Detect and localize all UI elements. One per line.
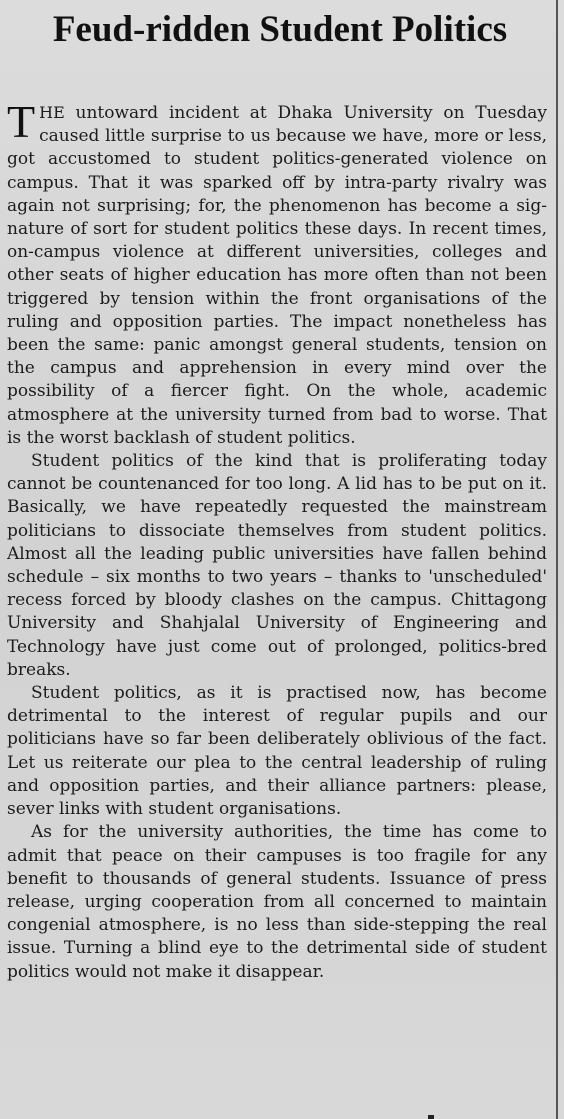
paragraph-1 — [7, 96, 547, 450]
editorial-article — [7, 96, 547, 984]
paragraph-3: Student politics, as it is practised now, has become detrimental to the interest of regular pupils and our politicians have so far been deliberately oblivious of the fact. Let us reiterate our plea to the central leadership of ruling and opposition parties, and their alliance partners: please, sever links with student organisations. — [7, 683, 547, 820]
drop-cap: T — [7, 96, 36, 147]
paragraph-1-body: untoward incident at Dhaka University on Tuesday caused little surprise to us because we have, more or less, got accustomed to student politics-generated violence on campus. That it was sparked off by intra-party rivalry was again not surprising; for, the phenomenon has become a signature of sort for student politics these days. In recent times, on-campus violence at different universities, colleges and other seats of higher education has more often than not been triggered by tension within the front organisations of the ruling and opposition parties. The impact nonetheless has been the same: panic amongst general students, tension on the campus and apprehension in every mind over the possibility of a fiercer fight. On the whole, academic atmosphere at the university turned from bad to worse. That is the worst backlash of student politics. — [7, 103, 547, 448]
paragraph-2: Student politics of the kind that is proliferating today cannot be countenanced for too long. A lid has to be put on it. Basically, we have repeatedly requested the mainstream politicians to dissociate themselves from student politics. Almost all the leading public universities have fallen behind schedule – six months to two years – thanks to 'unscheduled' recess forced by bloody clashes on the campus. Chittagong University and Shahjalal University of Engineering and Technology have just come out of prolonged, politics-bred breaks. — [7, 451, 547, 680]
headline: Feud-ridden Student Politics — [52, 9, 508, 50]
print-mark — [428, 1115, 434, 1119]
paragraph-4: As for the university authorities, the time has come to admit that peace on their campuses is too fragile for any benefit to thousands of general students. Issuance of press release, urging cooperation from all concerned to maintain congenial atmosphere, is no less than side-stepping the real issue. Turning a blind eye to the detrimental side of student politics would not make it disappear. — [7, 822, 547, 982]
column-rule — [556, 0, 558, 1119]
lead-in: HE — [39, 103, 65, 122]
